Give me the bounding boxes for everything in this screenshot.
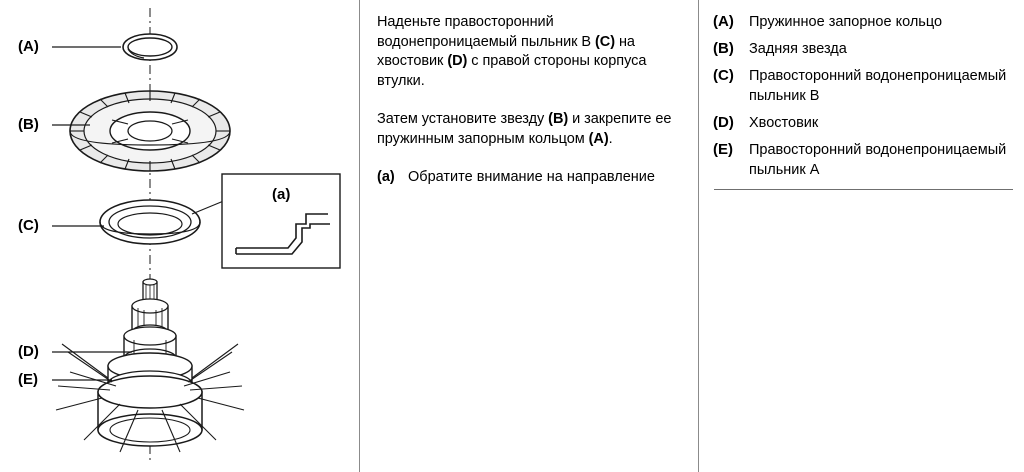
legend-item-d [713,113,1014,133]
instruction-p1-ref1: (C) [595,33,615,50]
instruction-paragraph-2 [377,110,684,149]
legend-text-e: Правосторонний водонепроницаемый пыльник A [749,142,1007,178]
inset-label-a: (a) [272,186,291,203]
instruction-p2-text1: Затем установите звезду [377,111,549,127]
instruction-p2-ref2: (A) [588,130,609,147]
legend-separator [714,189,1013,190]
instruction-p1-ref2: (D) [447,53,468,69]
legend-key-e: (E) [713,141,733,158]
legend-text-b: Задняя звезда [749,41,847,57]
instruction-paragraph-1 [377,13,684,91]
snap-ring-part [123,34,177,60]
instruction-p2-text3: . [608,130,613,147]
legend-text-a: Пружинное запорное кольцо [749,14,943,30]
callout-c: (C) [18,217,39,234]
instruction-p2-text2: и закрепите ее пружинным запорным кольцом [377,111,672,147]
instruction-note [377,168,684,188]
legend-key-a: (A) [713,13,734,30]
instruction-p1-text3: с правой стороны корпуса втулки. [377,53,647,89]
legend-text-c: Правосторонний водонепроницаемый пыльник B [749,68,1007,104]
legend-item-a [713,12,1014,32]
instructions-panel [360,0,698,472]
legend-key-d: (D) [713,114,734,131]
legend-key-b: (B) [713,40,734,57]
legend-item-b [713,39,1014,59]
legend-item-e [713,140,1014,180]
instruction-p1-text1: Наденьте правосторонний водонепроницаемый пыльник B [377,14,595,50]
hub-axle-assembly [56,279,244,452]
note-tag: (a) [377,169,395,185]
instruction-p1-text2: на хвостовик [377,33,635,69]
sprocket-part [70,91,230,171]
legend-item-c [713,66,1014,106]
callout-a: (A) [18,38,39,55]
leader-line-inset [192,200,226,214]
exploded-diagram [0,0,359,472]
callout-e: (E) [18,371,38,388]
legend-key-c: (C) [713,67,734,84]
callout-d: (D) [18,343,39,360]
callout-b: (B) [18,116,39,133]
note-text: Обратите внимание на направление [408,169,655,185]
legend-text-d: Хвостовик [749,115,819,131]
hub-assembly-illustration [0,0,359,472]
legend-panel [699,0,1024,472]
instruction-p2-ref1: (B) [548,111,569,127]
dust-cap-b-part [100,200,200,244]
